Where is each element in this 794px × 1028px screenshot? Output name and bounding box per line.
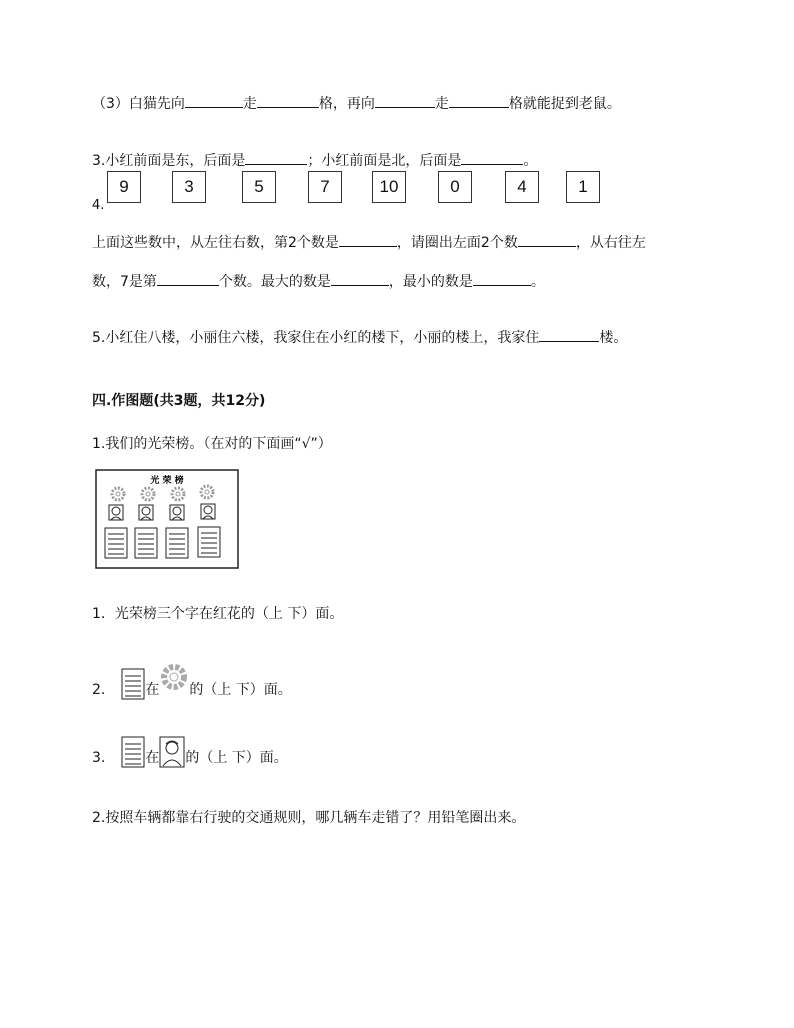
question-4-line-2: 数，7是第 个数。最大的数是 ，最小的数是 。 — [92, 271, 545, 292]
number-box: 4 — [505, 171, 539, 203]
sub-question-2: 2. 在 的（上 下）面。 — [92, 662, 292, 700]
portrait-icon — [159, 736, 185, 768]
board-title: 光 荣 榜 — [150, 476, 184, 486]
certificate-icon — [121, 668, 145, 700]
number-box: 9 — [107, 171, 141, 203]
number-box: 7 — [308, 171, 342, 203]
portrait-icon — [170, 505, 184, 520]
certificate-icon — [198, 527, 220, 557]
portrait-icon — [139, 505, 153, 520]
question-3: 3.小红前面是东，后面是 ；小红前面是北，后面是 。 — [92, 150, 537, 171]
question-5: 5.小红住八楼，小丽住六楼，我家住在小红的楼下，小丽的楼上，我家住 楼。 — [92, 327, 627, 348]
question-4-number: 4. — [92, 198, 105, 213]
answer-blank[interactable] — [539, 327, 599, 342]
answer-blank[interactable] — [157, 271, 219, 286]
question-3-sub-3: （3）白猫先向 走 格，再向 走 格就能捉到老鼠。 — [92, 93, 621, 114]
flower-icon — [159, 662, 189, 694]
certificate-icon — [105, 528, 127, 558]
answer-blank[interactable] — [473, 271, 531, 286]
certificate-icon — [135, 528, 157, 558]
question-4-line-1: 上面这些数中，从左往右数，第2个数是 ，请圈出左面2个数 ，从右往左 — [92, 232, 646, 253]
certificate-icon — [166, 528, 188, 558]
answer-blank[interactable] — [449, 93, 509, 108]
answer-blank[interactable] — [257, 93, 319, 108]
sub-question-1: 1．光荣榜三个字在红花的（上 下）面。 — [92, 606, 344, 622]
number-box: 0 — [438, 171, 472, 203]
answer-blank[interactable] — [339, 232, 397, 247]
answer-blank[interactable] — [461, 150, 523, 165]
portrait-icon — [109, 505, 123, 520]
answer-blank[interactable] — [331, 271, 389, 286]
section-heading: 四.作图题(共3题，共12分) — [92, 393, 266, 409]
number-box: 1 — [566, 171, 600, 203]
number-box: 3 — [172, 171, 206, 203]
number-box: 10 — [372, 171, 406, 203]
drawing-question-2: 2.按照车辆都靠右行驶的交通规则，哪几辆车走错了？用铅笔圈出来。 — [92, 810, 526, 826]
portrait-icon — [201, 504, 215, 519]
number-box: 5 — [242, 171, 276, 203]
answer-blank[interactable] — [185, 93, 243, 108]
drawing-question-1: 1.我们的光荣榜。（在对的下面画“√”） — [92, 436, 332, 452]
answer-blank[interactable] — [245, 150, 307, 165]
honor-board-figure — [95, 469, 239, 569]
certificate-icon — [121, 736, 145, 768]
answer-blank[interactable] — [375, 93, 435, 108]
sub-question-3: 3. 在 的（上 下）面。 — [92, 736, 288, 768]
answer-blank[interactable] — [518, 232, 576, 247]
